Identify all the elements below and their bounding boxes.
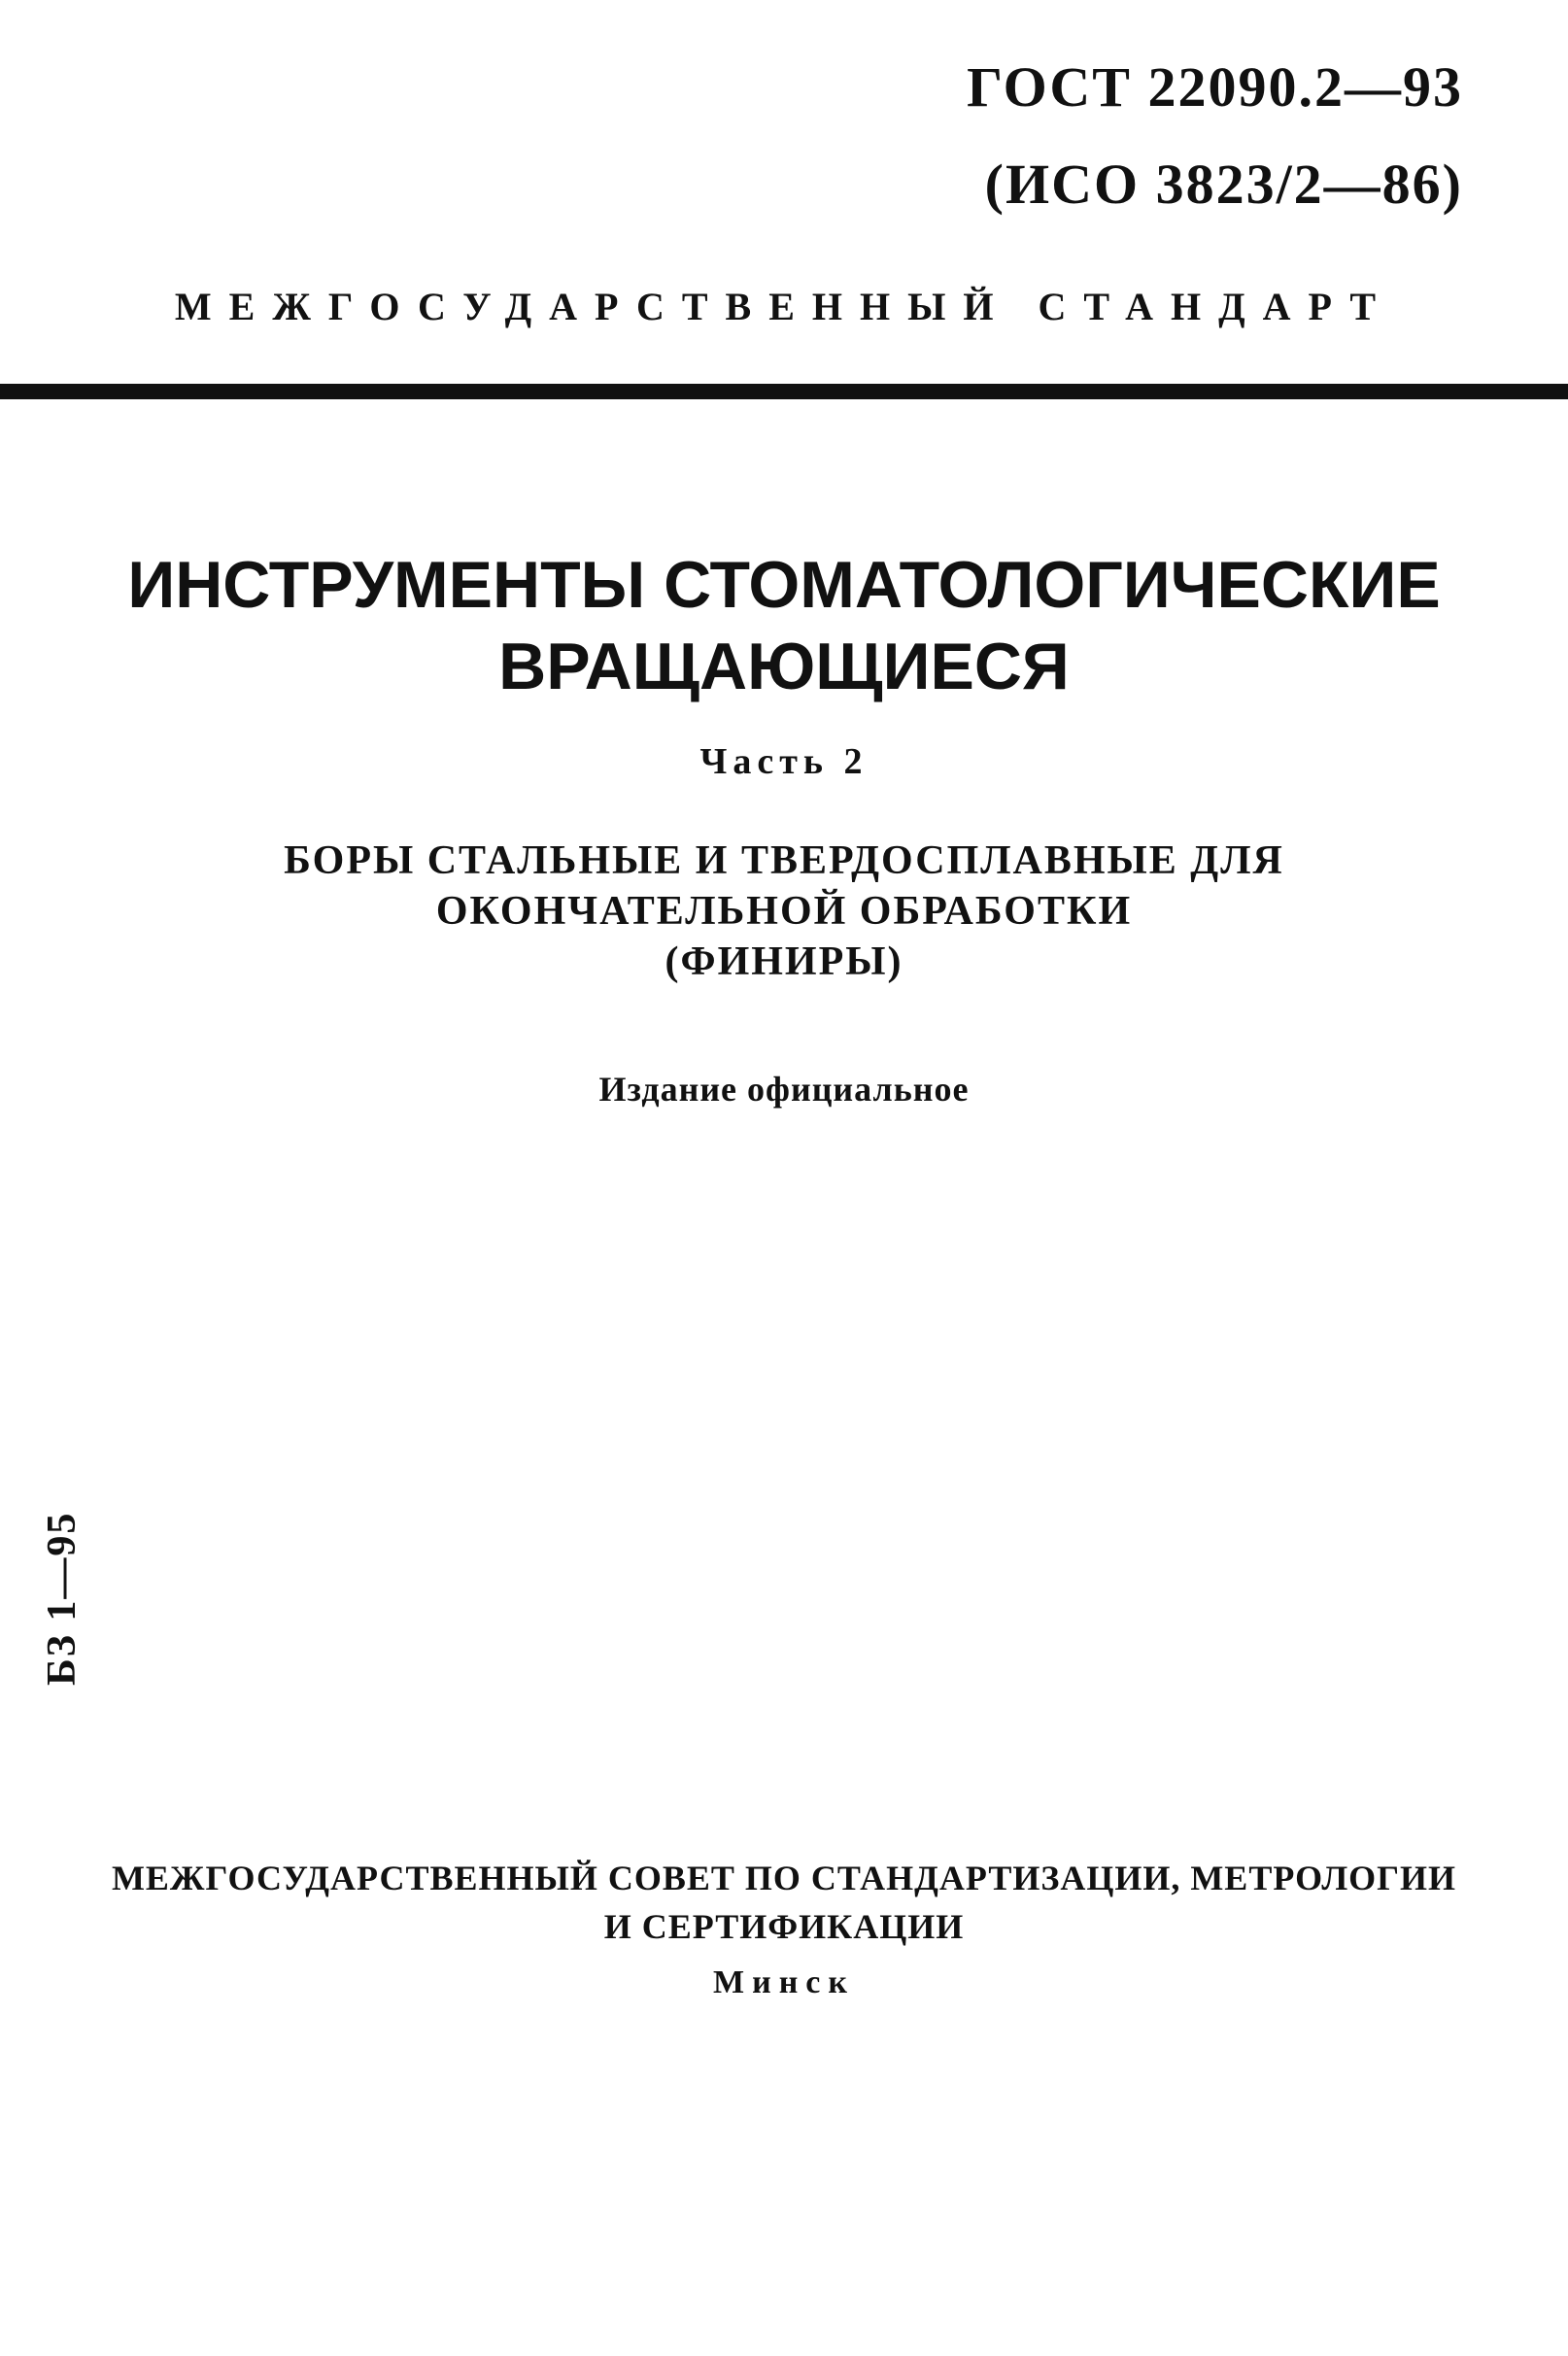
subtitle-line-2: ОКОНЧАТЕЛЬНОЙ ОБРАБОТКИ bbox=[435, 889, 1133, 934]
header-divider bbox=[0, 384, 1568, 399]
part-label: Часть 2 bbox=[699, 741, 869, 782]
publisher-block bbox=[0, 1854, 1568, 1951]
document-subtitle bbox=[0, 836, 1568, 987]
gost-number: ГОСТ 22090.2—93 bbox=[967, 55, 1463, 119]
title-line-1: ИНСТРУМЕНТЫ СТОМАТОЛОГИЧЕСКИЕ bbox=[127, 548, 1441, 622]
title-line-2: ВРАЩАЮЩИЕСЯ bbox=[498, 630, 1070, 703]
publisher-line-1: МЕЖГОСУДАРСТВЕННЫЙ СОВЕТ ПО СТАНДАРТИЗАЦИИ, МЕТРОЛОГИИ bbox=[111, 1859, 1457, 1897]
subtitle-line-1: БОРЫ СТАЛЬНЫЕ И ТВЕРДОСПЛАВНЫЕ ДЛЯ bbox=[284, 838, 1284, 883]
publisher-city: Минск bbox=[713, 1964, 855, 2000]
publisher-line-2: И СЕРТИФИКАЦИИ bbox=[603, 1907, 965, 1946]
side-mark: БЗ 1—95 bbox=[40, 1511, 85, 1686]
standard-code-block bbox=[967, 39, 1463, 233]
subtitle-line-3: (ФИНИРЫ) bbox=[665, 939, 903, 984]
standard-type-heading: МЕЖГОСУДАРСТВЕННЫЙ СТАНДАРТ bbox=[174, 285, 1394, 328]
document-title bbox=[0, 544, 1568, 707]
iso-number: (ИСО 3823/2—86) bbox=[984, 153, 1463, 216]
edition-label: Издание официальное bbox=[598, 1070, 970, 1109]
